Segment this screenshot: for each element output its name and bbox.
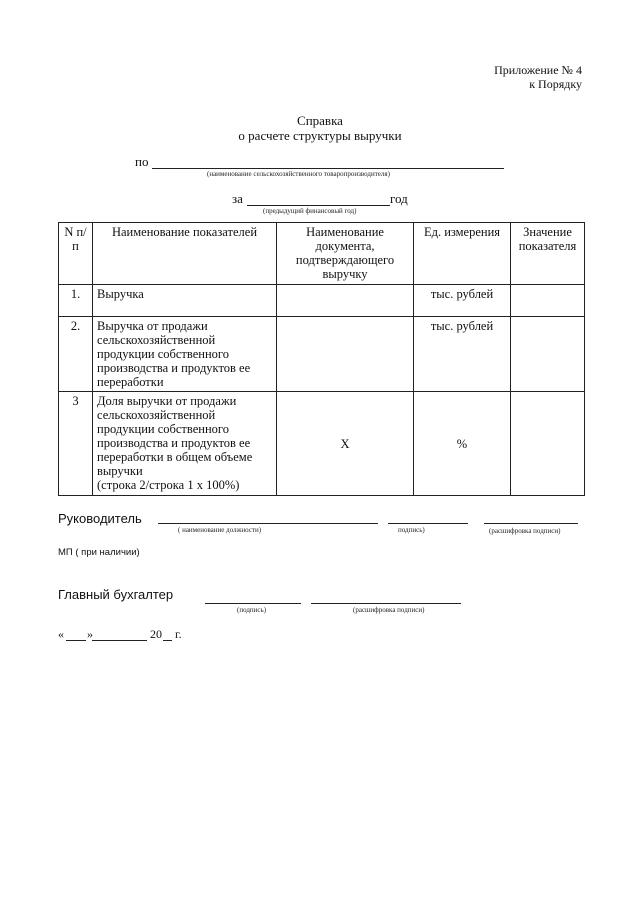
title-line-2: о расчете структуры выручки (238, 128, 402, 143)
row-doc-cell[interactable] (277, 285, 414, 317)
row-name: Выручка (93, 285, 277, 317)
manager-name-field[interactable] (484, 509, 578, 524)
date-month-field[interactable] (92, 627, 147, 641)
accountant-label: Главный бухгалтер (58, 587, 174, 602)
manager-signature-field[interactable] (388, 509, 468, 524)
header-unit: Ед. измерения (414, 223, 511, 285)
header-num: N п/п (59, 223, 93, 285)
row-doc-cell[interactable] (277, 317, 414, 392)
appendix-line-2: к Порядку (529, 77, 582, 91)
row-name: Выручка от продажи сельскохозяйственной продукции собственного производства и продуктов ее переработки (93, 317, 277, 392)
date-suffix: г. (175, 627, 182, 641)
title-line-1: Справка (297, 113, 343, 128)
row-unit: тыс. рублей (414, 317, 511, 392)
manager-name-caption: (расшифровка подписи) (489, 527, 561, 535)
accountant-signature-caption: (подпись) (237, 606, 267, 614)
row-value-cell[interactable] (511, 392, 585, 496)
accountant-name-caption: (расшифровка подписи) (353, 606, 425, 614)
row-name: Доля выручки от продажи сельскохозяйственной продукции собственного производства и продуктов ее переработки в общем объеме выручки (строка 2/строка 1 х 100%) (93, 392, 277, 496)
row-num: 2. (59, 317, 93, 392)
date-close-quote: » (87, 627, 93, 641)
period-field[interactable] (247, 191, 390, 206)
period-suffix: год (390, 191, 408, 206)
stamp-note: МП ( при наличии) (58, 547, 140, 558)
table-row (59, 317, 585, 392)
row-doc-cell: X (277, 392, 414, 496)
date-year-field[interactable] (163, 627, 172, 641)
table-header-row (59, 223, 585, 285)
revenue-structure-table (58, 222, 585, 496)
appendix-note (494, 63, 582, 91)
table-row (59, 392, 585, 496)
table-row (59, 285, 585, 317)
row-unit: тыс. рублей (414, 285, 511, 317)
header-doc: Наименование документа, подтверждающего выручку (277, 223, 414, 285)
accountant-name-field[interactable] (311, 589, 461, 604)
producer-caption: (наименование сельскохозяйственного товаропроизводителя) (207, 170, 390, 178)
appendix-line-1: Приложение № 4 (494, 63, 582, 77)
document-title (0, 113, 640, 143)
accountant-signature-field[interactable] (205, 589, 301, 604)
producer-field[interactable] (152, 154, 504, 169)
row-value-cell[interactable] (511, 317, 585, 392)
manager-position-field[interactable] (158, 509, 378, 524)
manager-signature-caption: подпись) (398, 526, 425, 534)
date-year-prefix: 20 (150, 627, 162, 641)
period-caption: (предыдущий финансовый год) (263, 207, 357, 215)
header-name: Наименование показателей (93, 223, 277, 285)
row-unit: % (414, 392, 511, 496)
manager-position-caption: ( наименование должности) (178, 526, 262, 534)
period-prefix: за (232, 191, 243, 206)
row-num: 1. (59, 285, 93, 317)
date-day-field[interactable] (66, 627, 86, 641)
date-open-quote: « (58, 627, 64, 641)
row-value-cell[interactable] (511, 285, 585, 317)
manager-label: Руководитель (58, 511, 142, 526)
producer-prefix: по (135, 154, 149, 169)
row-num: 3 (59, 392, 93, 496)
header-value: Значение показателя (511, 223, 585, 285)
